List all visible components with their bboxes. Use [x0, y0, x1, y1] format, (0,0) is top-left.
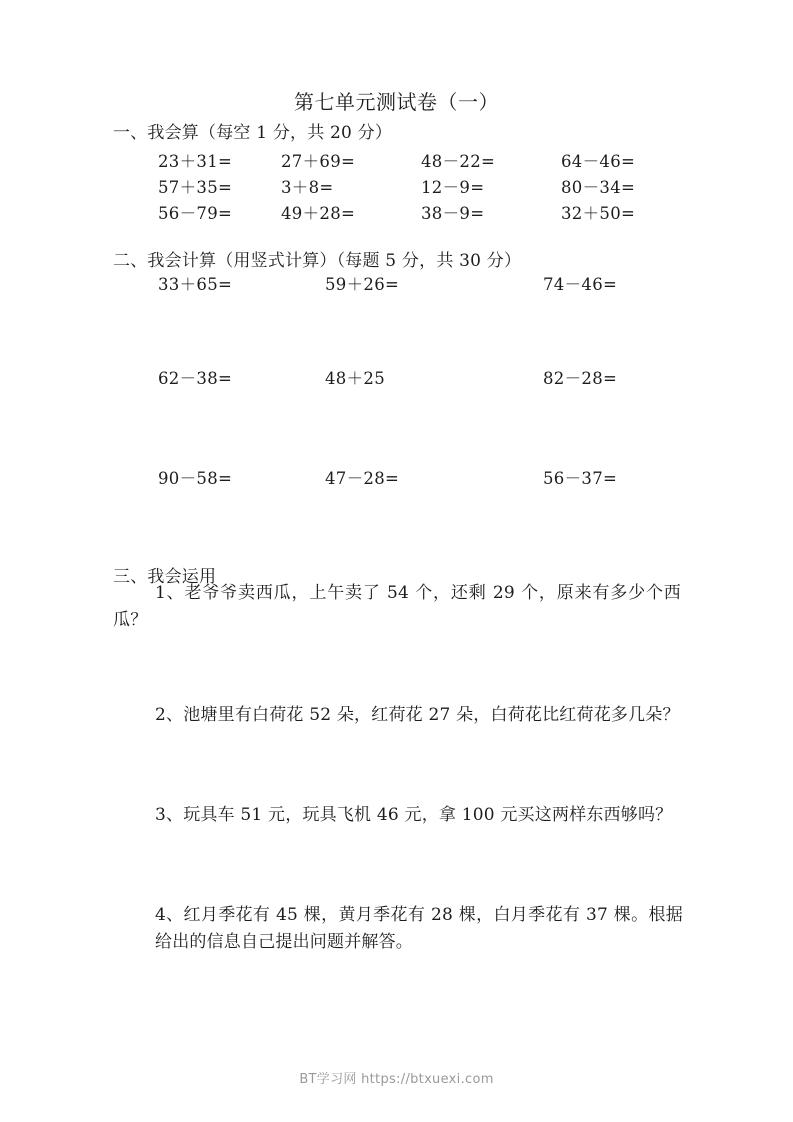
calc-expression: 38－9= [421, 204, 485, 223]
calc-expression: 12－9= [421, 178, 485, 197]
footer-watermark: BT学习网 https://btxuexi.com [299, 1072, 494, 1087]
section-heading-two: 二、我会计算（用竖式计算）（每题 5 分，共 30 分） [113, 251, 522, 271]
word-problem-text: 3、玩具车 51 元，玩具飞机 46 元，拿 100 元买这两样东西够吗？ [155, 805, 673, 825]
section-heading-one: 一、我会算（每空 1 分，共 20 分） [113, 123, 393, 143]
calc-expression: 59＋26= [325, 275, 400, 294]
word-problem [113, 702, 681, 729]
calc-row [0, 365, 793, 389]
calc-expression: 23＋31= [158, 152, 233, 171]
calc-expression: 80－34= [561, 178, 636, 197]
word-problem-text: 4、红月季花有 45 棵，黄月季花有 28 棵，白月季花有 37 棵。根据给出的信息自己提出问题并解答。 [155, 905, 683, 952]
section-heading-three: 三、我会运用 [113, 567, 217, 587]
page-title: 第七单元测试卷（一） [294, 90, 499, 114]
calc-expression: 32＋50= [561, 204, 636, 223]
calc-expression: 27＋69= [281, 152, 356, 171]
calc-row [0, 148, 793, 172]
calc-expression: 48－22= [421, 152, 496, 171]
calc-row [0, 200, 793, 224]
calc-expression: 49＋28= [281, 204, 356, 223]
calc-expression: 3＋8= [281, 178, 334, 197]
calc-expression: 82－28= [543, 369, 618, 388]
calc-row [0, 271, 793, 295]
calc-expression: 57＋35= [158, 178, 233, 197]
calc-row [0, 465, 793, 489]
word-problem-text: 2、池塘里有白荷花 52 朵，红荷花 27 朵，白荷花比红荷花多几朵？ [155, 705, 680, 725]
calc-expression: 90－58= [158, 469, 233, 488]
calc-expression: 48＋25 [325, 369, 385, 388]
calc-expression: 47－28= [325, 469, 400, 488]
calc-row [0, 174, 793, 198]
calc-expression: 33＋65= [158, 275, 233, 294]
word-problem [113, 802, 681, 829]
calc-expression: 64－46= [561, 152, 636, 171]
calc-expression: 74－46= [543, 275, 618, 294]
calc-expression: 56－79= [158, 204, 233, 223]
word-problem [113, 580, 681, 634]
word-problem [155, 902, 683, 956]
word-problem-text: 1、老爷爷卖西瓜，上午卖了 54 个，还剩 29 个，原来有多少个西瓜？ [113, 583, 681, 630]
calc-expression: 56－37= [543, 469, 618, 488]
calc-expression: 62－38= [158, 369, 233, 388]
